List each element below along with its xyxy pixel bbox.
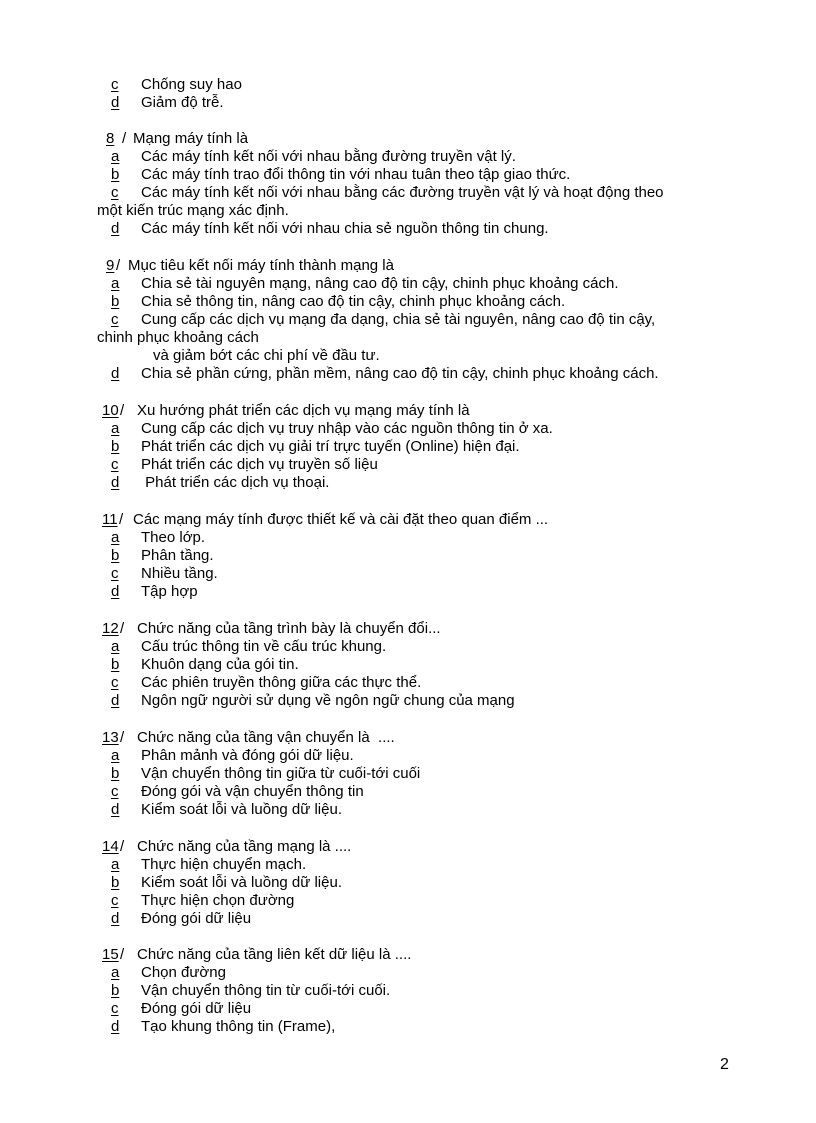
page-number: 2 bbox=[720, 1056, 729, 1073]
option-text: Các máy tính kết nối với nhau bằng các đường truyền vật lý và hoạt động theo bbox=[141, 184, 664, 201]
option-letter: a bbox=[111, 638, 120, 655]
option-letter: b bbox=[111, 765, 120, 782]
option-text: Chia sẻ phần cứng, phần mềm, nâng cao độ tin cậy, chinh phục khoảng cách. bbox=[141, 365, 659, 382]
option-text-continued: và giảm bớt các chi phí về đầu tư. bbox=[153, 347, 380, 364]
question-slash: / bbox=[120, 838, 125, 855]
question-slash: / bbox=[120, 946, 125, 963]
option-letter: d bbox=[111, 801, 120, 818]
question-number: 14 bbox=[102, 838, 119, 855]
question-text: Mục tiêu kết nối máy tính thành mạng là bbox=[128, 257, 394, 274]
option-letter: b bbox=[111, 166, 120, 183]
option-letter: a bbox=[111, 275, 120, 292]
question-slash: / bbox=[120, 402, 125, 419]
option-text: Phát triển các dịch vụ giải trí trực tuyến (Online) hiện đại. bbox=[141, 438, 520, 455]
option-letter: b bbox=[111, 656, 120, 673]
option-text: Các máy tính trao đổi thông tin với nhau tuân theo tập giao thức. bbox=[141, 166, 571, 183]
option-letter: a bbox=[111, 856, 120, 873]
question-number: 11 bbox=[102, 511, 118, 528]
question-number: 10 bbox=[102, 402, 119, 419]
question-text: Chức năng của tầng trình bày là chuyển đổi... bbox=[137, 620, 441, 637]
option-text: Theo lớp. bbox=[141, 529, 206, 546]
option-text: Thực hiện chọn đường bbox=[141, 892, 295, 909]
option-letter: d bbox=[111, 474, 120, 491]
option-letter: d bbox=[111, 692, 120, 709]
option-letter: c bbox=[111, 311, 119, 328]
option-text: Cung cấp các dịch vụ truy nhập vào các nguồn thông tin ở xa. bbox=[141, 420, 553, 437]
question-text: Các mạng máy tính được thiết kế và cài đặt theo quan điểm ... bbox=[133, 511, 549, 528]
option-letter: d bbox=[111, 910, 120, 927]
question-text: Xu hướng phát triển các dịch vụ mạng máy tính là bbox=[137, 402, 470, 419]
question-text: Chức năng của tầng vận chuyển là .... bbox=[137, 729, 395, 746]
option-letter: c bbox=[111, 783, 119, 800]
question-slash: / bbox=[119, 511, 124, 528]
option-letter: c bbox=[111, 892, 119, 909]
option-letter: a bbox=[111, 529, 120, 546]
option-text: Các máy tính kết nối với nhau chia sẻ nguồn thông tin chung. bbox=[141, 220, 549, 237]
option-text: Nhiều tầng. bbox=[141, 565, 218, 582]
option-text: Phát triển các dịch vụ truyền số liệu bbox=[141, 456, 378, 473]
question-text: Chức năng của tầng liên kết dữ liệu là .... bbox=[137, 946, 412, 963]
option-text: Đóng gói dữ liệu bbox=[141, 1000, 252, 1017]
option-letter: c bbox=[111, 565, 119, 582]
option-text: Phát triển các dịch vụ thoại. bbox=[141, 474, 330, 491]
option-letter: a bbox=[111, 420, 120, 437]
option-text: Các máy tính kết nối với nhau bằng đường truyền vật lý. bbox=[141, 148, 516, 165]
option-text: Các phiên truyền thông giữa các thực thể. bbox=[141, 674, 422, 691]
option-text: Ngôn ngữ người sử dụng về ngôn ngữ chung của mạng bbox=[141, 692, 515, 709]
option-letter: b bbox=[111, 293, 120, 310]
question-number: 15 bbox=[102, 946, 119, 963]
question-text: Chức năng của tầng mạng là .... bbox=[137, 838, 352, 855]
question-slash: / bbox=[120, 729, 125, 746]
question-number: 8 bbox=[106, 130, 115, 147]
option-letter: a bbox=[111, 747, 120, 764]
option-letter: a bbox=[111, 148, 120, 165]
option-letter: c bbox=[111, 76, 119, 93]
question-text: Mạng máy tính là bbox=[133, 130, 249, 147]
option-letter: b bbox=[111, 874, 120, 891]
option-letter: d bbox=[111, 94, 120, 111]
option-text-continued: chinh phục khoảng cách bbox=[97, 329, 259, 346]
question-slash: / bbox=[120, 620, 125, 637]
option-letter: c bbox=[111, 184, 119, 201]
option-text: Chia sẻ thông tin, nâng cao độ tin cậy, chinh phục khoảng cách. bbox=[141, 293, 566, 310]
option-text: Tạo khung thông tin (Frame), bbox=[141, 1018, 336, 1035]
option-text: Khuôn dạng của gói tin. bbox=[141, 656, 299, 673]
question-number: 13 bbox=[102, 729, 119, 746]
option-letter: c bbox=[111, 674, 119, 691]
option-text: Vận chuyển thông tin từ cuối-tới cuối. bbox=[141, 982, 391, 999]
question-slash: / bbox=[122, 130, 127, 147]
option-text: Cung cấp các dịch vụ mạng đa dạng, chia sẻ tài nguyên, nâng cao độ tin cậy, bbox=[141, 311, 656, 328]
option-text: Chọn đường bbox=[141, 964, 226, 981]
question-number: 9 bbox=[106, 257, 115, 274]
option-text: Giảm độ trễ. bbox=[141, 94, 224, 111]
option-letter: d bbox=[111, 583, 120, 600]
option-text: Phân tầng. bbox=[141, 547, 214, 564]
option-text: Vận chuyển thông tin giữa từ cuối-tới cuối bbox=[141, 765, 421, 782]
question-number: 12 bbox=[102, 620, 119, 637]
option-text-continued: một kiến trúc mạng xác định. bbox=[97, 202, 289, 219]
option-text: Đóng gói và vận chuyển thông tin bbox=[141, 783, 364, 800]
option-letter: b bbox=[111, 438, 120, 455]
option-text: Kiểm soát lỗi và luồng dữ liệu. bbox=[141, 874, 342, 891]
option-text: Kiểm soát lỗi và luồng dữ liệu. bbox=[141, 801, 342, 818]
question-slash: / bbox=[116, 257, 121, 274]
option-text: Phân mảnh và đóng gói dữ liệu. bbox=[141, 747, 354, 764]
option-text: Tập hợp bbox=[141, 583, 198, 600]
option-text: Thực hiện chuyển mạch. bbox=[141, 856, 307, 873]
option-letter: c bbox=[111, 1000, 119, 1017]
option-text: Cấu trúc thông tin về cấu trúc khung. bbox=[141, 638, 387, 655]
option-letter: b bbox=[111, 547, 120, 564]
option-letter: c bbox=[111, 456, 119, 473]
option-text: Chia sẻ tài nguyên mạng, nâng cao độ tin cậy, chinh phục khoảng cách. bbox=[141, 275, 619, 292]
option-letter: d bbox=[111, 365, 120, 382]
option-letter: d bbox=[111, 1018, 120, 1035]
option-text: Chống suy hao bbox=[141, 76, 242, 93]
option-letter: b bbox=[111, 982, 120, 999]
option-letter: a bbox=[111, 964, 120, 981]
option-letter: d bbox=[111, 220, 120, 237]
option-text: Đóng gói dữ liệu bbox=[141, 910, 252, 927]
